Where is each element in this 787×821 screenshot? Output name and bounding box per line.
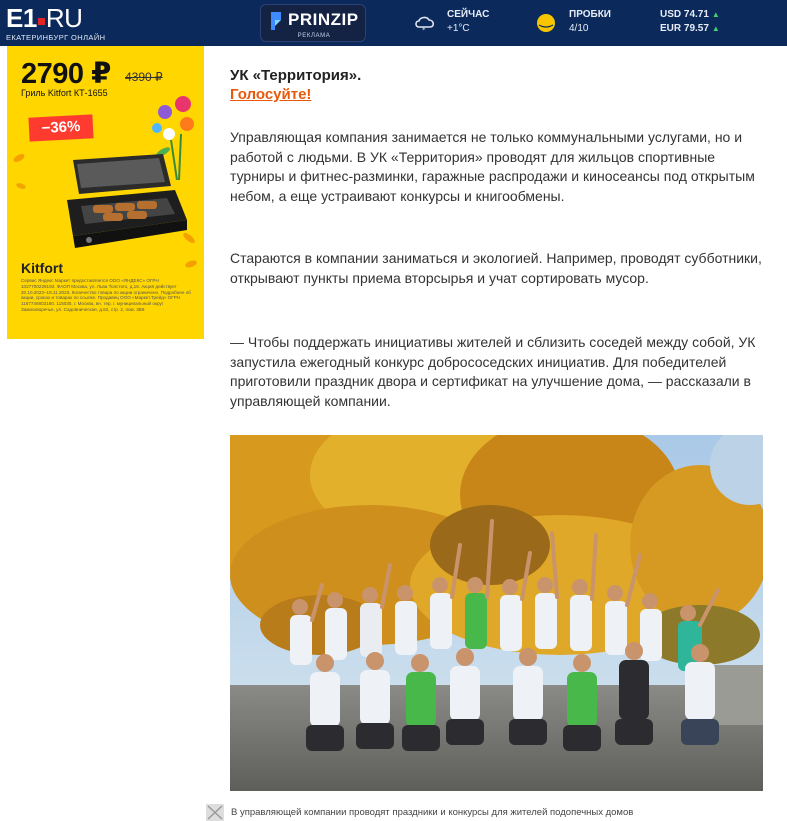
rate-usd	[660, 9, 720, 23]
cloud-snow-icon	[414, 15, 436, 33]
ad-brand-logo: Kitfort	[21, 260, 63, 276]
promo-brand: PRINZIP	[288, 10, 359, 29]
rate-eur-value: EUR 79.57	[660, 23, 709, 34]
svg-text:*: *	[422, 26, 426, 33]
article-paragraph: — Чтобы поддержать инициативы жителей и сблизить соседей между собой, УК запустила ежегодный конкурс добрососедских инициатив. Для победителей приготовили праздник двора и сертификат на улучшение дома, — рассказали в управляющей компании.	[230, 334, 756, 409]
rate-eur	[660, 23, 720, 37]
article-heading: УК «Территория».	[230, 67, 362, 84]
article-paragraph: Стараются в компании заниматься и экологией. Например, проводят субботники, открывают пункты приема вторсырья и учат сортировать мусор.	[230, 250, 762, 286]
logo-subtitle: ЕКАТЕРИНБУРГ ОНЛАЙН	[6, 33, 106, 42]
logo-e1: E1	[6, 3, 37, 33]
vote-link[interactable]: Голосуйте!	[230, 86, 312, 103]
prinzip-logo-icon	[269, 11, 283, 31]
article-photo[interactable]	[230, 435, 763, 791]
ad-legal-text: Сервис Яндекс Маркет предоставляется ООО «ЯНДЕКС» ОГРН 1027700229193. ФАОП Москва, ул. Льва Толстого, д.16. Акция действует 20.10.2023–19.11.2023. Количество товара по акции ограничено. Подробнее об акции, сроках и товарах по ссылке. Продавец ООО «Маркет.Трейд» ОГРН 1167746803180. 115035, г. Москва, вн. тер. г. муниципальный округ Замоскворечье, ул. Садовническая, д.82, стр. 2, пом. 3В8	[21, 278, 191, 312]
ad-banner[interactable]	[7, 46, 204, 339]
article-body	[230, 66, 770, 409]
ad-price: 2790 ₽	[21, 58, 111, 90]
weather-value: +1°С	[447, 23, 470, 34]
currency-rates[interactable]	[660, 9, 720, 37]
grill-image	[59, 150, 189, 256]
ad-old-price: 4390 ₽	[125, 70, 163, 84]
trend-up-icon: ▲	[711, 10, 720, 19]
weather-label: СЕЙЧАС	[447, 9, 490, 20]
traffic-value: 4/10	[569, 23, 589, 34]
article-paragraph: Управляющая компания занимается не только коммунальными услугами, но и работой с людьми. В УК «Территория» проводят для жильцов спортивные турниры и фитнес-разминки, гаражные распродажи и киносеансы под открытым небом, а еще устраивают конкурсы и книгообмены.	[230, 129, 755, 204]
logo-wordmark	[6, 5, 105, 31]
ad-discount-badge: −36%	[28, 114, 93, 141]
site-logo[interactable]	[6, 5, 105, 42]
trend-up-icon: ▲	[711, 24, 720, 33]
promo-banner[interactable]	[260, 4, 366, 42]
site-header	[0, 0, 787, 46]
logo-dot	[38, 18, 45, 25]
photo-caption: В управляющей компании проводят праздники и конкурсы для жителей подопечных домов	[231, 807, 634, 818]
traffic-circle-icon	[536, 13, 556, 33]
promo-label: РЕКЛАМА	[297, 33, 331, 39]
traffic-label: ПРОБКИ	[569, 9, 611, 20]
logo-ru: RU	[45, 3, 83, 33]
rate-usd-value: USD 74.71	[660, 9, 709, 20]
ad-product-name: Гриль Kitfort КТ-1655	[21, 88, 108, 98]
photo-caption-icon	[206, 804, 224, 821]
